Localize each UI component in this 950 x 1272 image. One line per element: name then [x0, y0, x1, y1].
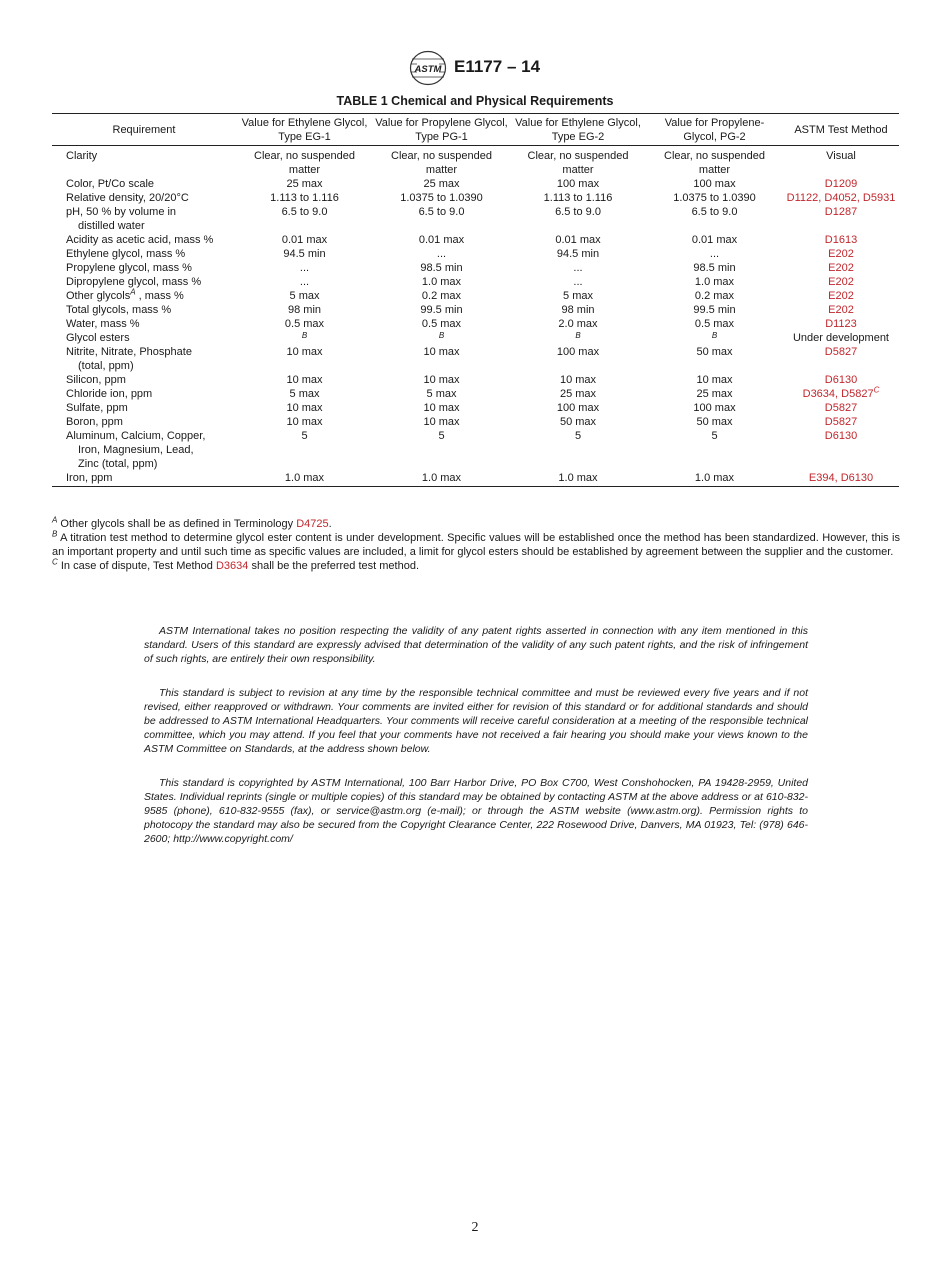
- footnote-marker: B: [52, 529, 58, 539]
- value-cell: ...: [573, 276, 583, 288]
- footnote-text: shall be the preferred test method.: [251, 560, 419, 572]
- value-cell: 10 max: [423, 416, 460, 428]
- method-link[interactable]: D1123: [825, 318, 857, 330]
- table-footnotes: [52, 517, 900, 573]
- column-header: Value for Propylene-Glycol, PG-2: [646, 114, 783, 146]
- value-cell: 1.0 max: [510, 471, 646, 487]
- method-link[interactable]: E202: [828, 262, 854, 274]
- value-cell: 0.5 max: [694, 318, 735, 330]
- value-cell: 25 max: [423, 178, 460, 190]
- value-cell: 25 max: [559, 388, 597, 400]
- value-cell: 1.0 max: [646, 471, 783, 487]
- table-header-row: [52, 114, 899, 146]
- table-row: [52, 205, 899, 233]
- value-cell: 94.5 min: [556, 248, 600, 260]
- value-cell: 1.0 max: [694, 276, 735, 288]
- table-row: [52, 177, 899, 191]
- footnote-marker: B: [711, 331, 718, 340]
- requirement-cell: Chloride ion, ppm: [66, 388, 153, 400]
- value-cell: 5 max: [563, 290, 593, 302]
- value-cell: 5: [574, 430, 582, 442]
- requirement-text: Other glycols: [66, 290, 131, 302]
- astm-logo-icon: [409, 50, 447, 86]
- footnote-marker: B: [438, 331, 445, 340]
- value-cell: 5: [438, 430, 445, 442]
- table-row: [52, 429, 899, 471]
- footnote-text: Other glycols shall be as defined in Terminology: [60, 518, 294, 530]
- requirements-table: [52, 113, 899, 487]
- requirement-cell: Ethylene glycol, mass %: [66, 248, 186, 260]
- value-cell: 100 max: [693, 178, 736, 190]
- value-cell: 100 max: [556, 178, 600, 190]
- requirement-cell: Total glycols, mass %: [66, 304, 172, 316]
- method-link[interactable]: [783, 387, 899, 401]
- requirement-line: Nitrite, Nitrate, Phosphate: [66, 346, 192, 358]
- value-cell: 6.5 to 9.0: [555, 206, 601, 218]
- value-cell: 5: [711, 430, 718, 442]
- table-row: [52, 303, 899, 317]
- requirement-cell: [52, 345, 236, 373]
- value-cell: 94.5 min: [283, 248, 326, 260]
- value-cell: Clear, no suspended matter: [254, 150, 355, 176]
- value-cell: 99.5 min: [693, 304, 736, 316]
- value-cell: 5 max: [289, 388, 320, 400]
- method-link[interactable]: D6130: [824, 430, 858, 442]
- value-cell: Clear, no suspended matter: [664, 150, 765, 176]
- terminology-link[interactable]: D4725: [296, 518, 329, 530]
- requirement-cell: [52, 205, 236, 233]
- footnote-a: [52, 517, 900, 531]
- value-cell: Clear, no suspended matter: [391, 150, 492, 176]
- footnote-text: In case of dispute, Test Method: [60, 560, 213, 572]
- method-link[interactable]: D1122, D4052, D5931: [786, 192, 896, 204]
- value-cell: 25 max: [286, 178, 323, 190]
- value-cell: 5 max: [289, 290, 320, 302]
- revision-notice: This standard is subject to revision at any time by the responsible technical committee and must be reviewed every five years and if not revised, either reapproved or withdrawn. Your comments are invited either for revision of this standard or for additional standards and should be addressed to ASTM International Headquarters. Your comments will receive careful consideration at a meeting of the responsible technical committee, which you may attend. If you feel that your comments have not received a fair hearing you should make your views known to the ASTM Committee on Standards, at the address shown below.: [144, 687, 808, 755]
- value-cell: 10 max: [423, 374, 460, 386]
- footnote-marker: A: [52, 515, 58, 525]
- table-row: [52, 289, 899, 303]
- value-cell: [373, 331, 510, 345]
- value-cell: 10 max: [423, 346, 460, 358]
- requirement-cell: Propylene glycol, mass %: [66, 262, 192, 274]
- value-cell: 50 max: [696, 346, 733, 358]
- value-cell: 10 max: [696, 374, 733, 386]
- copyright-notices: [144, 624, 808, 866]
- value-cell: 100 max: [556, 346, 600, 358]
- value-cell: 0.01 max: [418, 234, 465, 246]
- column-header: Value for Propylene Glycol, Type PG-1: [373, 114, 510, 146]
- method-link[interactable]: E394, D6130: [783, 471, 899, 487]
- copyright-notice: This standard is copyrighted by ASTM International, 100 Barr Harbor Drive, PO Box C700, West Conshohocken, PA 19428-2959, United States. Individual reprints (single or multiple copies) of this standard may be obtained by contacting ASTM at the above address or at 610-832-9585 (phone), 610-832-9555 (fax), or service@astm.org (e-mail); or through the ASTM website (www.astm.org). Permission rights to photocopy the standard may also be secured from the Copyright Clearance Center, 222 Rosewood Drive, Danvers, MA 01923, Tel: (978) 646-2600; http://www.copyright.com/: [144, 777, 808, 845]
- method-link[interactable]: E202: [828, 276, 854, 288]
- requirement-cell: Sulfate, ppm: [66, 402, 128, 414]
- value-cell: 100 max: [556, 402, 600, 414]
- value-cell: 10 max: [286, 416, 323, 428]
- method-link[interactable]: D5827: [824, 346, 858, 358]
- value-cell: ...: [299, 262, 310, 274]
- value-cell: 6.5 to 9.0: [281, 206, 328, 218]
- column-header: Value for Ethylene Glycol, Type EG-1: [236, 114, 373, 146]
- value-cell: 98.5 min: [420, 262, 463, 274]
- value-cell: 50 max: [696, 416, 733, 428]
- requirement-line: pH, 50 % by volume in: [66, 206, 177, 218]
- value-cell: 1.0 max: [236, 471, 373, 487]
- footnote-marker: B: [301, 331, 308, 340]
- column-header: ASTM Test Method: [783, 114, 899, 146]
- requirement-line: Iron, Magnesium, Lead,: [78, 444, 194, 456]
- table-row: [52, 373, 899, 387]
- value-cell: 0.5 max: [284, 318, 325, 330]
- value-cell: 5: [301, 430, 308, 442]
- table-row: [52, 146, 899, 178]
- method-cell: Under development: [792, 332, 889, 344]
- value-cell: ...: [299, 276, 310, 288]
- table-row: [52, 387, 899, 401]
- value-cell: 1.113 to 1.116: [270, 192, 339, 204]
- table-row: [52, 233, 899, 247]
- requirement-text: , mass %: [135, 290, 184, 302]
- value-cell: 98 min: [561, 304, 595, 316]
- requirement-cell: [52, 429, 236, 471]
- value-cell: 5 max: [426, 388, 457, 400]
- value-cell: 1.0375 to 1.0390: [673, 192, 756, 204]
- method-link[interactable]: D5827: [824, 416, 858, 428]
- table-row: [52, 317, 899, 331]
- footnote-text: A titration test method to determine glycol ester content is under development. Specific values will be established once the method has been standardized. However, this is an important property and until such time as specific values are included, a limit for glycol esters should be established by agreement between the supplier and the customer.: [52, 532, 901, 558]
- value-cell: [510, 331, 646, 345]
- method-link[interactable]: D5827: [824, 402, 858, 414]
- table-row: [52, 345, 899, 373]
- method-link[interactable]: D1287: [824, 206, 858, 218]
- requirement-cell: Glycol esters: [66, 332, 130, 344]
- value-cell: [646, 331, 783, 345]
- requirement-cell: Iron, ppm: [52, 471, 236, 487]
- requirement-line: (total, ppm): [78, 360, 134, 372]
- value-cell: 6.5 to 9.0: [418, 206, 465, 218]
- requirement-line: distilled water: [78, 220, 145, 232]
- value-cell: 10 max: [423, 402, 460, 414]
- table-title: TABLE 1 Chemical and Physical Requirements: [336, 94, 614, 108]
- value-cell: 0.2 max: [421, 290, 462, 302]
- value-cell: 6.5 to 9.0: [691, 206, 738, 218]
- table-row: [52, 261, 899, 275]
- requirement-cell: Dipropylene glycol, mass %: [66, 276, 202, 288]
- requirement-cell: [52, 289, 236, 303]
- value-cell: 0.2 max: [694, 290, 735, 302]
- column-header: Value for Ethylene Glycol, Type EG-2: [510, 114, 646, 146]
- value-cell: 1.0 max: [373, 471, 510, 487]
- footnote-marker: C: [52, 557, 58, 567]
- method-link[interactable]: D1209: [824, 178, 858, 190]
- footnote-text: .: [328, 518, 332, 530]
- value-cell: 10 max: [286, 374, 323, 386]
- value-cell: 98.5 min: [693, 262, 736, 274]
- value-cell: ...: [709, 248, 720, 260]
- method-link[interactable]: E202: [828, 248, 854, 260]
- value-cell: 100 max: [693, 402, 736, 414]
- value-cell: 50 max: [559, 416, 597, 428]
- method-link[interactable]: D1613: [824, 234, 858, 246]
- value-cell: 98 min: [287, 304, 322, 316]
- value-cell: 10 max: [286, 346, 323, 358]
- method-link[interactable]: E202: [828, 304, 854, 316]
- value-cell: 0.01 max: [555, 234, 601, 246]
- method-link[interactable]: E202: [828, 290, 854, 302]
- value-cell: Clear, no suspended matter: [527, 150, 629, 176]
- table-row: [52, 415, 899, 429]
- value-cell: 1.0 max: [421, 276, 462, 288]
- value-cell: 10 max: [559, 374, 597, 386]
- page-number: 2: [471, 1220, 479, 1235]
- table-row: [52, 401, 899, 415]
- value-cell: 10 max: [286, 402, 323, 414]
- value-cell: 0.01 max: [691, 234, 738, 246]
- value-cell: 0.5 max: [421, 318, 462, 330]
- requirement-cell: Silicon, ppm: [66, 374, 126, 386]
- footnote-marker: A: [130, 287, 136, 297]
- footnote-marker: C: [873, 385, 880, 395]
- table-row: [52, 471, 899, 487]
- footnote-c: [52, 559, 900, 573]
- requirement-cell: Water, mass %: [66, 318, 140, 330]
- table-row: [52, 191, 899, 205]
- footnote-b: [52, 531, 900, 559]
- value-cell: 1.0375 to 1.0390: [400, 192, 483, 204]
- document-designation: E1177 – 14: [454, 57, 541, 76]
- column-header: Requirement: [52, 114, 236, 146]
- value-cell: 2.0 max: [558, 318, 598, 330]
- value-cell: [236, 331, 373, 345]
- value-cell: 1.113 to 1.116: [543, 192, 613, 204]
- svg-text:ASTM: ASTM: [414, 64, 442, 75]
- method-cell: Visual: [826, 150, 856, 162]
- value-cell: 99.5 min: [420, 304, 463, 316]
- method-text: D3634, D5827: [802, 388, 874, 400]
- value-cell: ...: [436, 248, 447, 260]
- requirement-cell: Boron, ppm: [66, 416, 123, 428]
- requirement-cell: Relative density, 20/20°C: [66, 192, 189, 204]
- table-row: [52, 247, 899, 261]
- value-cell: ...: [573, 262, 583, 274]
- patent-notice: ASTM International takes no position respecting the validity of any patent rights asserted in connection with any item mentioned in this standard. Users of this standard are expressly advised that determination of the validity of any such patent rights, and the risk of infringement of such rights, are entirely their own responsibility.: [144, 625, 808, 665]
- value-cell: 0.01 max: [281, 234, 328, 246]
- table-row: [52, 331, 899, 345]
- requirement-cell: Acidity as acetic acid, mass %: [66, 234, 214, 246]
- page-header: [0, 50, 950, 86]
- method-link[interactable]: D6130: [824, 374, 858, 386]
- table-row: [52, 275, 899, 289]
- requirement-cell: Clarity: [66, 150, 98, 162]
- requirement-line: Zinc (total, ppm): [78, 458, 158, 470]
- requirement-cell: Color, Pt/Co scale: [66, 178, 155, 190]
- requirement-line: Aluminum, Calcium, Copper,: [66, 430, 206, 442]
- value-cell: 25 max: [696, 388, 733, 400]
- footnote-marker: B: [575, 331, 581, 340]
- test-method-link[interactable]: D3634: [215, 560, 249, 572]
